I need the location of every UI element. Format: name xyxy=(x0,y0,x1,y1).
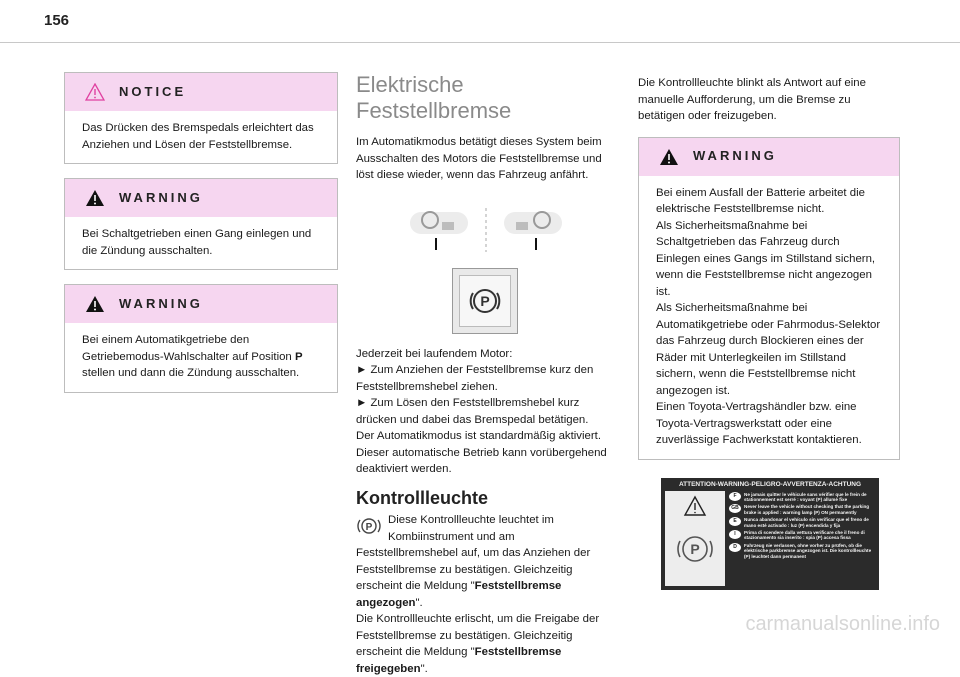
warning-sticker-figure xyxy=(661,478,879,590)
sticker-text: Never leave the vehicle without checking that the parking brake is applied : warning lamp (P) ON permanently xyxy=(744,504,870,515)
k1-text: Diese Kontrollleuchte leuchtet im Kombiinstrument und am Feststellbremshebel auf, um das Anziehen der Feststellbremse zu bestätigen. Gleichzeitig erscheint die Meldung " xyxy=(356,514,591,592)
notice-text: Das Drücken des Bremspedals erleichtert das Anziehen und Lösen der Feststellbremse. xyxy=(82,122,314,151)
k2-end: ". xyxy=(420,662,428,675)
blink-text: Die Kontrollleuchte blinkt als Antwort auf eine manuelle Aufforderung, um die Bremse zu betätigen oder freizugeben. xyxy=(638,77,866,122)
sticker-header: ATTENTION-WARNING-PELIGRO-AVVERTENZA-ACHTUNG xyxy=(678,480,862,488)
section-title: Elektrische Feststellbremse xyxy=(356,72,512,123)
sticker-row xyxy=(729,492,877,503)
sticker-icon-panel xyxy=(665,491,725,586)
sticker-row xyxy=(729,530,877,541)
warning-box-3 xyxy=(638,137,900,460)
sticker-text: Prima di scendere dalla vettura verificare che il freno di stazionamento sia inserito : spia (P) accesa fissa xyxy=(744,529,865,541)
language-code: I xyxy=(729,530,741,539)
sticker-languages xyxy=(729,492,877,561)
k2-text: Die Kontrollleuchte erlischt, um die Freigabe der Feststellbremse zu bestätigen. Gleichzeitig erscheint die Meldung " xyxy=(356,613,600,658)
warning-box-2 xyxy=(64,284,338,393)
language-code: F xyxy=(729,492,741,501)
warning-header-3 xyxy=(639,138,899,176)
warning-header-1 xyxy=(65,179,337,217)
warning-3-line-1: Bei einem Ausfall der Batterie arbeitet die elektrische Feststellbremse nicht. xyxy=(656,186,865,215)
sticker-text: Fahrzeug nie verlassen, ohne vorher zu prüfen, ob die elektrische parkbremse angezogen ist. Die kontrollleuchte (P) leuchtet dann permanent xyxy=(744,542,872,559)
intro-text: Im Automatikmodus betätigt dieses System beim Ausschalten des Motors die Feststellbremse und löst diese wieder, wenn das Fahrzeug anfährt. xyxy=(356,136,602,181)
warning-text-2-b: stellen und dann die Zündung ausschalten. xyxy=(82,367,300,379)
svg-text:P: P xyxy=(480,292,490,309)
k2-bold: Feststellbremse freigegeben xyxy=(356,646,562,675)
parking-brake-button-figure xyxy=(452,268,518,334)
sticker-warning-brake-icon xyxy=(665,491,725,586)
auto-mode-text: Der Automatikmodus ist standardmäßig aktiviert. xyxy=(356,430,601,442)
page-number: 156 xyxy=(44,12,70,29)
sticker-text: Ne jamais quitter le véhicule sans vérifier que le frein de stationnement est serré : voyant (P) allumé fixe xyxy=(744,491,867,502)
svg-text:P: P xyxy=(365,522,373,533)
warning-3-line-2: Als Sicherheitsmaßnahme bei Schaltgetrieben das Fahrzeug durch Einlegen eines Gangs im Stillstand sichern, wenn die Feststellbremse nicht angezogen ist. xyxy=(656,219,876,298)
notice-header xyxy=(65,73,337,111)
warning-text-2-a: Bei einem Automatikgetriebe den Getriebemodus-Wahlschalter auf Position xyxy=(82,334,295,363)
kontrollleuchte-text-2 xyxy=(356,611,610,677)
notice-box xyxy=(64,72,338,164)
warning-label-1: WARNING xyxy=(119,189,203,205)
warning-header-2 xyxy=(65,285,337,323)
warning-text-1: Bei Schaltgetrieben einen Gang einlegen und die Zündung ausschalten. xyxy=(82,228,312,257)
middle-column xyxy=(356,72,610,677)
sticker-row xyxy=(729,517,877,528)
warning-text-2-bold: P xyxy=(294,350,303,363)
warning-text-2 xyxy=(82,332,325,382)
warning-box-1 xyxy=(64,178,338,270)
steering-wheel-illustration xyxy=(406,202,566,258)
language-code: E xyxy=(729,517,741,526)
bullet-release: ► Zum Lösen den Feststellbremshebel kurz drücken und dabei das Bremspedal betätigen. xyxy=(356,397,589,426)
warning-triangle-icon xyxy=(659,148,679,166)
warning-3-line-3: Als Sicherheitsmaßnahme bei Automatikgetriebe oder Fahrmodus-Selektor das Fahrzeug durch Blockieren eines der Räder mit Unterlegkeilen im Stillstand sichern, wenn die Feststellbremse nicht angezogen ist. xyxy=(656,302,881,397)
auto-mode-deactivate-text: Dieser automatische Betrieb kann vorübergehend deaktiviert werden. xyxy=(356,446,607,475)
warning-triangle-icon xyxy=(85,189,105,207)
right-column xyxy=(638,75,900,590)
notice-triangle-icon xyxy=(85,83,105,101)
kontrollleuchte-text-1 xyxy=(356,512,610,611)
sticker-row xyxy=(729,504,877,515)
warning-triangle-icon xyxy=(85,295,105,313)
engine-running-text: Jederzeit bei laufendem Motor: xyxy=(356,347,513,360)
warning-label-3: WARNING xyxy=(693,148,777,164)
sticker-text: Nunca abandonar el vehículo sin verificar que el freno de mano esté activado : luz (P) encendida y fija xyxy=(744,517,869,528)
bullet-apply: ► Zum Anziehen der Feststellbremse kurz den Feststellbremshebel ziehen. xyxy=(356,364,594,393)
subheading-kontrollleuchte: Kontrollleuchte xyxy=(356,487,489,508)
parking-brake-indicator-icon xyxy=(356,514,382,538)
language-code: D xyxy=(729,543,741,552)
warning-label-2: WARNING xyxy=(119,295,203,311)
sticker-row xyxy=(729,543,877,559)
steering-wheel-figure xyxy=(406,202,566,258)
top-divider xyxy=(0,42,960,43)
parking-brake-icon xyxy=(467,283,503,319)
k1-end: ". xyxy=(415,596,423,609)
watermark: carmanualsonline.info xyxy=(745,613,940,635)
left-column xyxy=(64,72,338,407)
language-code: GB xyxy=(729,504,741,513)
svg-text:P: P xyxy=(690,540,700,557)
warning-3-line-4: Einen Toyota-Vertragshändler bzw. eine Toyota-Vertragswerkstatt oder eine zuverlässige Fachwerkstatt kontaktieren. xyxy=(656,401,862,446)
k1-bold: Feststellbremse angezogen xyxy=(356,580,562,609)
notice-label: NOTICE xyxy=(119,83,187,99)
